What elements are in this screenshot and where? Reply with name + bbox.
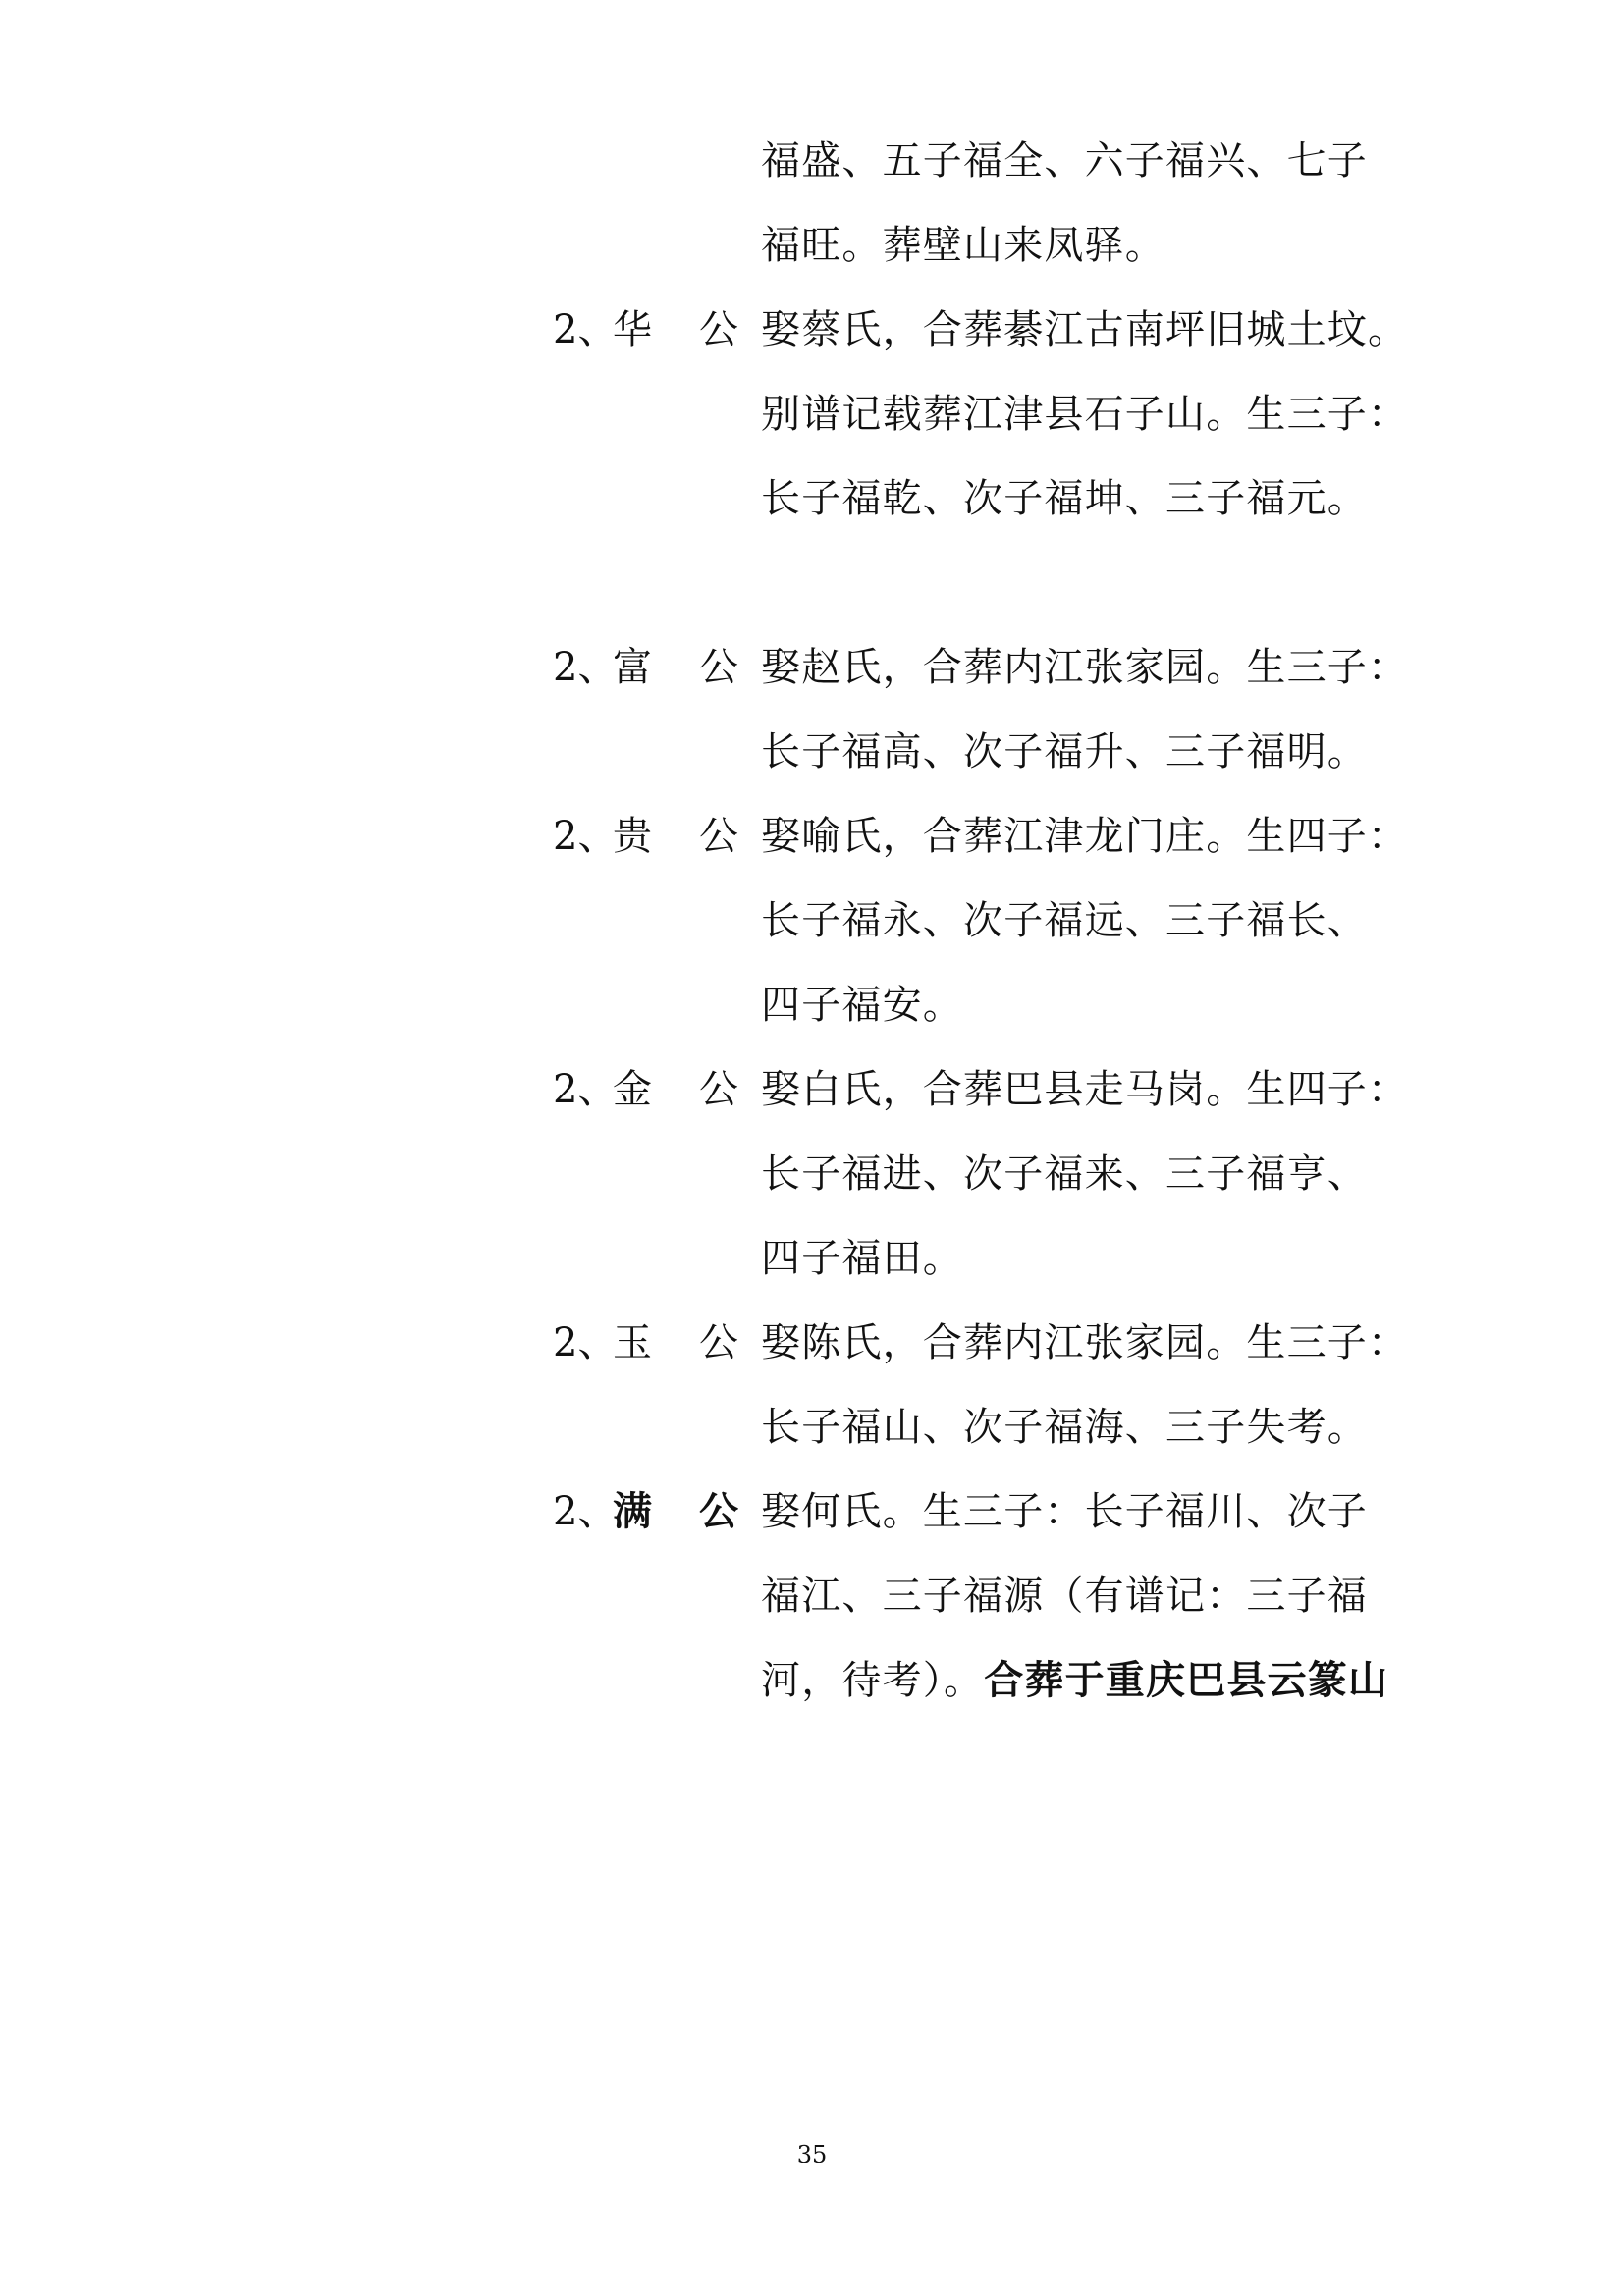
entry-text: 娶喻氏，合葬江津龙门庄。生四子： (761, 814, 1409, 859)
honorific: 公 (699, 1488, 738, 1534)
generation-number: 2、 (553, 307, 618, 352)
honorific: 公 (699, 814, 738, 859)
entry-text: 长子福进、次子福来、三子福亨、 (761, 1151, 1368, 1197)
entry-text: 福盛、五子福全、六子福兴、七子 (761, 138, 1368, 184)
entry-text: 长子福高、次子福升、三子福明。 (761, 729, 1368, 774)
entry-text: 长子福永、次子福远、三子福长、 (761, 898, 1368, 943)
ancestor-name: 华 (613, 307, 652, 352)
entry-text: 娶赵氏，合葬内江张家园。生三子： (761, 645, 1409, 690)
entry-text: 长子福乾、次子福坤、三子福元。 (761, 476, 1368, 521)
entry-text: 别谱记载葬江津县石子山。生三子： (761, 392, 1409, 437)
entry-text (761, 1653, 1388, 1708)
ancestor-name: 玉 (613, 1320, 652, 1365)
generation-number: 2、 (553, 645, 618, 690)
entry-text: 娶陈氏，合葬内江张家园。生三子： (761, 1320, 1409, 1365)
entry-text: 长子福山、次子福海、三子失考。 (761, 1405, 1368, 1450)
entry-text: 四子福安。 (761, 983, 963, 1028)
generation-number: 2、 (553, 1489, 618, 1534)
entry-text: 娶白氏，合葬巴县走马岗。生四子： (761, 1067, 1409, 1112)
entry-text: 四子福田。 (761, 1236, 963, 1281)
entry-text-normal: 河，待考）。 (761, 1658, 985, 1703)
generation-number: 2、 (553, 1067, 618, 1112)
honorific: 公 (699, 307, 738, 352)
honorific: 公 (699, 645, 738, 690)
generation-number: 2、 (553, 814, 618, 859)
ancestor-name: 金 (613, 1067, 652, 1112)
entry-text: 娶何氏。生三子：长子福川、次子 (761, 1489, 1368, 1534)
entry-text-bold: 合葬于重庆巴县云篆山 (984, 1657, 1389, 1703)
page-number: 35 (796, 2141, 828, 2168)
entry-text: 福江、三子福源（有谱记：三子福 (761, 1574, 1368, 1619)
ancestor-name: 富 (613, 645, 652, 690)
entry-text: 娶蔡氏，合葬綦江古南坪旧城土坟。 (761, 307, 1409, 352)
honorific: 公 (699, 1320, 738, 1365)
ancestor-name: 贵 (613, 814, 652, 859)
honorific: 公 (699, 1067, 738, 1112)
generation-number: 2、 (553, 1320, 618, 1365)
ancestor-name: 满 (613, 1488, 652, 1534)
entry-text: 福旺。葬壁山来凤驿。 (761, 223, 1165, 268)
